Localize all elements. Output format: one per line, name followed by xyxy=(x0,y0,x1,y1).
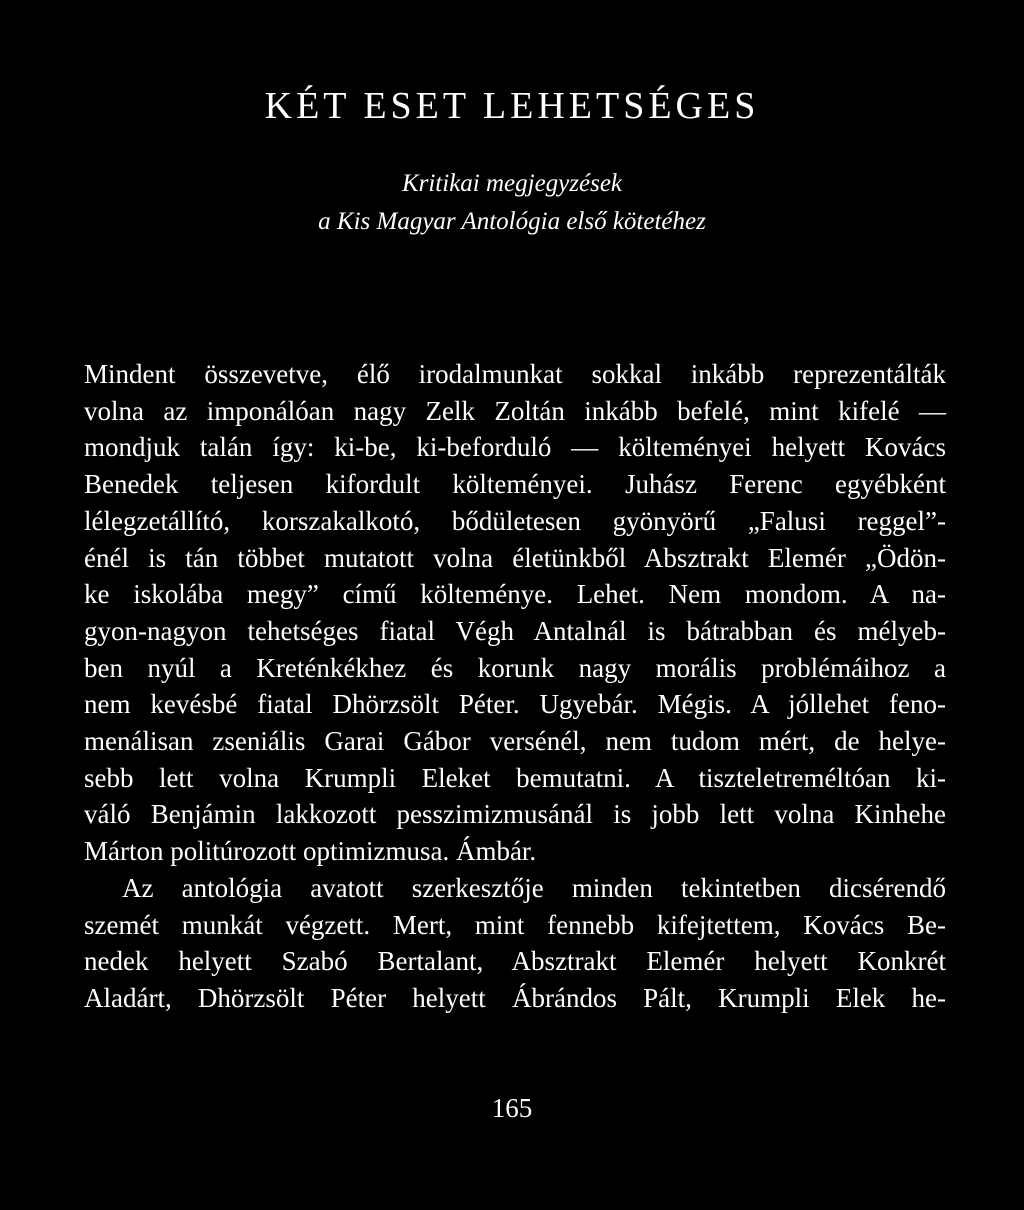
text-line: lélegzetállító, korszakalkotó, bődületesen gyönyörű „Falusi reggel”- xyxy=(84,505,946,536)
text-line: Az antológia avatott szerkesztője minden tekintetben dicsérendő xyxy=(122,872,946,903)
chapter-title: KÉT ESET LEHETSÉGES xyxy=(264,85,760,127)
paragraph-2 xyxy=(84,870,946,1017)
text-line: sebb lett volna Krumpli Eleket bemutatni. A tiszteletreméltóan ki- xyxy=(84,762,946,793)
text-line: volna az imponálóan nagy Zelk Zoltán inkább befelé, mint kifelé — xyxy=(84,395,946,426)
page-number: 165 xyxy=(491,1093,533,1123)
text-line: ke iskolába megy” című költeménye. Lehet. Nem mondom. A na- xyxy=(84,579,946,610)
paragraph-1 xyxy=(84,356,946,870)
subtitle-line-2: a Kis Magyar Antológia első kötetéhez xyxy=(318,208,706,235)
text-line: nedek helyett Szabó Bertalant, Absztrakt Elemér helyett Konkrét xyxy=(84,946,946,977)
text-line: menálisan zseniális Garai Gábor versénél, nem tudom mért, de helye- xyxy=(84,726,946,757)
text-line: Benedek teljesen kifordult költeményei. Juhász Ferenc egyébként xyxy=(84,469,946,500)
text-line: Aladárt, Dhörzsölt Péter helyett Ábrándos Pált, Krumpli Elek he- xyxy=(84,982,946,1013)
text-line: gyon-nagyon tehetséges fiatal Végh Antalnál is bátrabban és mélyeb- xyxy=(84,615,946,646)
text-line: ben nyúl a Kreténkékhez és korunk nagy morális problémáihoz a xyxy=(84,652,946,683)
text-line: Márton politúrozott optimizmusa. Ámbár. xyxy=(84,836,537,867)
subtitle-line-1: Kritikai megjegyzések xyxy=(401,170,623,197)
text-line: Mindent összevetve, élő irodalmunkat sokkal inkább reprezentálták xyxy=(84,359,946,389)
text-line: szemét munkát végzett. Mert, mint fennebb kifejtettem, Kovács Be- xyxy=(84,909,946,940)
text-line: énél is tán többet mutatott volna életünkből Absztrakt Elemér „Ödön- xyxy=(84,542,946,573)
text-line: váló Benjámin lakkozott pesszimizmusánál is jobb lett volna Kinhehe xyxy=(84,799,946,830)
text-line: mondjuk talán így: ki-be, ki-beforduló — költeményei helyett Kovács xyxy=(84,432,946,463)
body-text xyxy=(84,356,946,1017)
text-line: nem kevésbé fiatal Dhörzsölt Péter. Ugyebár. Mégis. A jóllehet feno- xyxy=(84,689,946,720)
